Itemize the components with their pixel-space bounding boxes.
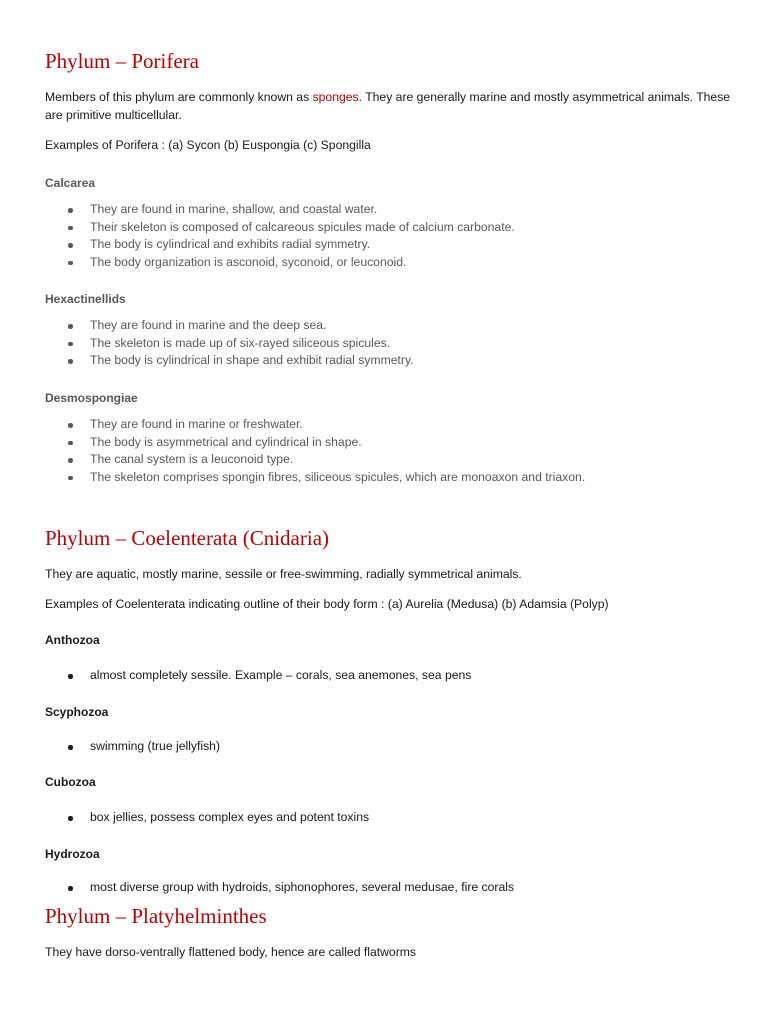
list-item: The skeleton is made up of six-rayed siliceous spicules. xyxy=(45,335,414,353)
desmospongiae-list xyxy=(45,416,585,486)
list-item: The body organization is asconoid, syconoid, or leuconoid. xyxy=(45,254,515,272)
anthozoa-list xyxy=(45,667,471,685)
scyphozoa-list xyxy=(45,738,220,756)
list-item: The skeleton comprises spongin fibres, siliceous spicules, which are monoaxon and triaxon. xyxy=(45,469,585,487)
platyhelminthes-heading: Phylum – Platyhelminthes xyxy=(45,904,267,928)
hexactinellids-heading: Hexactinellids xyxy=(45,292,126,306)
list-item: The body is cylindrical in shape and exhibit radial symmetry. xyxy=(45,352,414,370)
list-item: Their skeleton is composed of calcareous spicules made of calcium carbonate. xyxy=(45,219,515,237)
cubozoa-list xyxy=(45,809,369,827)
list-item: almost completely sessile. Example – corals, sea anemones, sea pens xyxy=(45,667,471,685)
porifera-heading: Phylum – Porifera xyxy=(45,49,199,73)
calcarea-heading: Calcarea xyxy=(45,176,96,190)
scyphozoa-heading: Scyphozoa xyxy=(45,705,109,719)
coelenterata-heading: Phylum – Coelenterata (Cnidaria) xyxy=(45,526,330,550)
list-item: They are found in marine or freshwater. xyxy=(45,416,585,434)
hydrozoa-list xyxy=(45,879,514,897)
platyhelminthes-intro: They have dorso-ventrally flattened body, hence are called flatworms xyxy=(45,945,417,959)
anthozoa-heading: Anthozoa xyxy=(45,633,100,647)
sponges-link[interactable]: sponges xyxy=(312,90,359,104)
porifera-examples: Examples of Porifera : (a) Sycon (b) Euspongia (c) Spongilla xyxy=(45,138,371,152)
list-item: box jellies, possess complex eyes and potent toxins xyxy=(45,809,369,827)
list-item: swimming (true jellyfish) xyxy=(45,738,220,756)
hydrozoa-heading: Hydrozoa xyxy=(45,847,100,861)
porifera-intro-text: Members of this phylum are commonly known as xyxy=(45,90,313,104)
desmospongiae-heading: Desmospongiae xyxy=(45,391,138,405)
porifera-intro xyxy=(45,88,735,124)
list-item: They are found in marine, shallow, and coastal water. xyxy=(45,201,515,219)
list-item: They are found in marine and the deep sea. xyxy=(45,317,414,335)
porifera-intro-text-rest: . They are generally marine and mostly asymmetrical animals. These are primitive multicellular. xyxy=(45,90,731,122)
coelenterata-examples: Examples of Coelenterata indicating outline of their body form : (a) Aurelia (Medusa) (b) Adamsia (Polyp) xyxy=(45,597,609,611)
cubozoa-heading: Cubozoa xyxy=(45,775,96,789)
list-item: most diverse group with hydroids, siphonophores, several medusae, fire corals xyxy=(45,879,514,897)
calcarea-list xyxy=(45,201,515,271)
hexactinellids-list xyxy=(45,317,414,370)
coelenterata-intro: They are aquatic, mostly marine, sessile or free-swimming, radially symmetrical animals. xyxy=(45,567,522,581)
list-item: The canal system is a leuconoid type. xyxy=(45,451,585,469)
list-item: The body is asymmetrical and cylindrical in shape. xyxy=(45,434,585,452)
list-item: The body is cylindrical and exhibits radial symmetry. xyxy=(45,236,515,254)
